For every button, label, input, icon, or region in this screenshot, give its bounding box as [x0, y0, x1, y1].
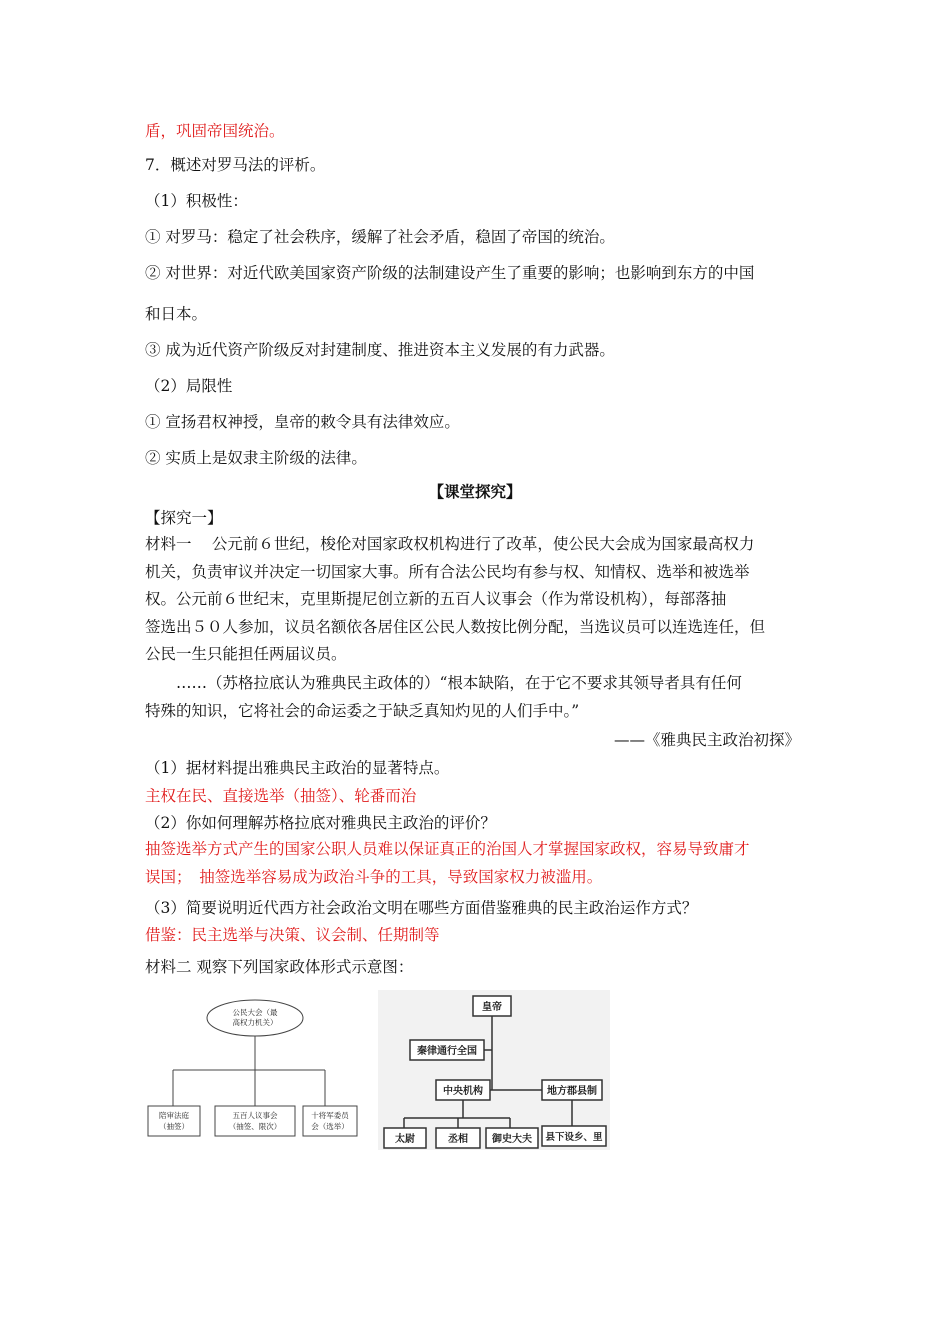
generals-label: 十将军委员	[311, 1111, 349, 1120]
chengxiang-label: 丞相	[448, 1134, 468, 1145]
court-label: 陪审法庭	[159, 1111, 189, 1120]
emperor-label: 皇帝	[482, 1002, 502, 1013]
material-line: 材料一 公元前６世纪，梭伦对国家政权机构进行了改革，使公民大会成为国家最高权力	[145, 535, 755, 553]
material-line: 公民一生只能担任两届议员。	[145, 645, 347, 663]
quote	[145, 670, 807, 725]
question-2: （2）你如何理解苏格拉底对雅典民主政治的评价？	[145, 814, 496, 832]
assembly-label: 高权力机关）	[232, 1018, 278, 1027]
question-1: （1）据材料提出雅典民主政治的显著特点。	[145, 759, 450, 777]
answer-line: 抽签选举方式产生的国家公职人员难以保证真正的治国人才掌握国家政权，容易导致庸才	[145, 840, 750, 858]
yushi-label: 御史大夫	[492, 1134, 532, 1145]
central-label: 中央机构	[443, 1086, 483, 1097]
text-line: （1）积极性：	[145, 192, 248, 210]
generals-label: 会（选举）	[311, 1122, 349, 1131]
quote-line: 特殊的知识，它将社会的命运委之于缺乏真知灼见的人们手中。”	[145, 701, 580, 720]
quote-source: ——《雅典民主政治初探》	[613, 731, 800, 749]
text-line: ① 宣扬君权神授，皇帝的敕令具有法律效应。	[145, 413, 460, 431]
county-label: 县下设乡、里	[545, 1132, 603, 1143]
section-title: 【课堂探究】	[428, 482, 522, 501]
quote-line: ……（苏格拉底认为雅典民主政体的）“根本缺陷，在于它不要求其领导者具有任何	[145, 674, 742, 692]
text-line: ② 对世界：对近代欧美国家资产阶级的法制建设产生了重要的影响；也影响到东方的中国	[145, 264, 755, 282]
material-line: 权。公元前６世纪末，克里斯提尼创立新的五百人议事会（作为常设机构），每部落抽	[145, 590, 727, 608]
text-line: 盾，巩固帝国统治。	[145, 122, 285, 140]
question-3: （3）简要说明近代西方社会政治文明在哪些方面借鉴雅典的民主政治运作方式？	[145, 899, 698, 917]
material-one	[145, 531, 807, 669]
text-line: 7．概述对罗马法的评析。	[145, 156, 326, 174]
material-line: 机关，负责审议并决定一切国家大事。所有合法公民均有参与权、知情权、选举和被选举	[145, 562, 750, 581]
explore-heading: 【探究一】	[145, 509, 223, 527]
qin-diagram	[378, 990, 610, 1150]
council-label: 五百人议事会	[232, 1111, 278, 1120]
answer-2	[145, 836, 807, 891]
text-line: ② 实质上是奴隶主阶级的法律。	[145, 449, 367, 467]
answer-3: 借鉴：民主选举与决策、议会制、任期制等	[145, 926, 440, 944]
text-line: ① 对罗马：稳定了社会秩序，缓解了社会矛盾，稳固了帝国的统治。	[145, 228, 615, 246]
taiwei-label: 太尉	[395, 1134, 415, 1145]
text-line: ③ 成为近代资产阶级反对封建制度、推进资本主义发展的有力武器。	[145, 341, 615, 359]
assembly-label: 公民大会（最	[232, 1008, 278, 1017]
answer-line: 误国； 抽签选举容易成为政治斗争的工具，导致国家权力被滥用。	[145, 867, 603, 886]
text-line: 和日本。	[145, 305, 208, 323]
answer-1: 主权在民、直接选举（抽签）、轮番而治	[145, 787, 417, 805]
material-line: 签选出５０人参加，议员名额依各居住区公民人数按比例分配，当选议员可以连选连任，但	[145, 617, 766, 636]
court-label: （抽签）	[159, 1122, 189, 1131]
material-two: 材料二 观察下列国家政体形式示意图：	[145, 958, 414, 976]
local-label: 地方郡县制	[547, 1086, 597, 1097]
text-line: （2）局限性	[145, 377, 233, 395]
law-label: 秦律通行全国	[417, 1046, 477, 1057]
council-label: （抽签、限次）	[228, 1122, 282, 1131]
athens-diagram	[145, 994, 365, 1146]
